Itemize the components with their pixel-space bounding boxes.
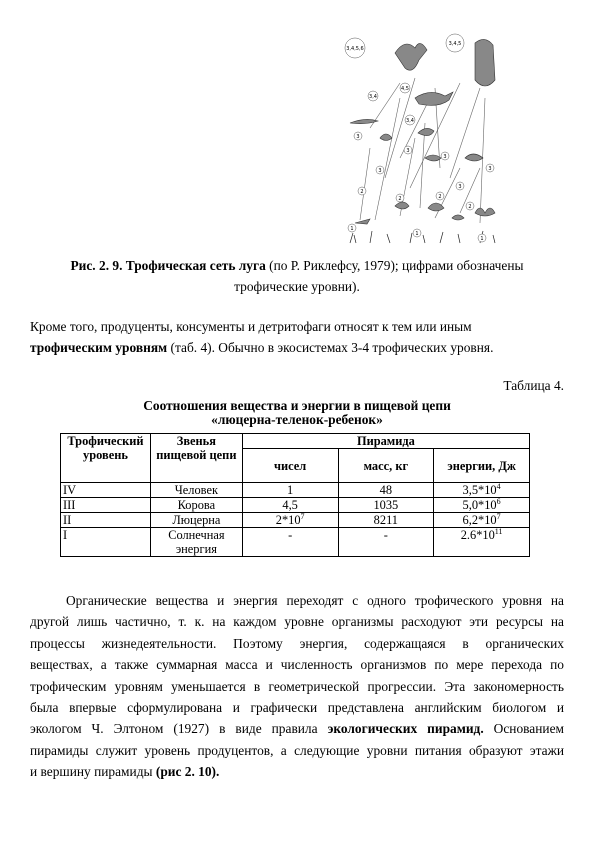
level-bubble <box>446 34 464 52</box>
cell-numbers: - <box>242 528 338 557</box>
level-bubble-label: 3,4,5,6 <box>346 46 364 52</box>
bird-small-icon <box>380 134 392 141</box>
body-line: трофическим уровням уменьшается в геометрической прогрессии. Эта закономерность <box>30 678 564 694</box>
cell-level: II <box>61 513 151 528</box>
caption-title: Рис. 2. 9. Трофическая сеть луга <box>70 258 266 273</box>
intro-bold-term: трофическим уровням <box>30 340 168 355</box>
level-bubble <box>478 234 486 242</box>
level-bubble-label: 4,5 <box>401 86 409 92</box>
level-bubble-label: 2 <box>468 204 472 210</box>
insect-icon <box>452 215 464 220</box>
body-line: пирамиды служит уровень продуцентов, а следующие уровни питания образуют этажи <box>30 742 564 758</box>
level-bubble <box>400 83 410 93</box>
cell-energy <box>434 513 530 528</box>
level-bubble <box>436 192 444 200</box>
level-bubble-label: 2 <box>438 194 442 200</box>
cell-link: Солнечная энергия <box>150 528 242 557</box>
table-row <box>61 528 530 557</box>
hedgehog-icon <box>465 154 483 161</box>
energy-base: 6,2*10 <box>462 513 497 527</box>
energy-base: 5,0*10 <box>462 498 497 512</box>
intro-line2: (таб. 4). Обычно в экосистемах 3-4 трофических уровня. <box>167 340 494 355</box>
body-line: Органические вещества и энергия переходят с одного трофического уровня на <box>66 593 564 608</box>
cell-mass: 1035 <box>338 498 434 513</box>
header-numbers: чисел <box>242 449 338 483</box>
cell-energy <box>434 498 530 513</box>
trophic-table <box>60 433 530 557</box>
body-line: процессы жизнедеятельности. Поэтому энергия, содержащаяся в органических <box>30 635 564 651</box>
level-bubble <box>404 146 412 154</box>
table-label: Таблица 4. <box>503 378 564 393</box>
cell-mass: 48 <box>338 483 434 498</box>
table-row <box>61 513 530 528</box>
intro-line1: Кроме того, продуценты, консументы и детритофаги относят к тем или иным <box>30 319 472 334</box>
table-row <box>61 483 530 498</box>
cell-mass: - <box>338 528 434 557</box>
level-bubble <box>466 202 474 210</box>
cell-level: I <box>61 528 151 557</box>
cell-link: Люцерна <box>150 513 242 528</box>
level-bubble-label: 1 <box>350 226 354 232</box>
level-bubble-label: 3,4 <box>369 94 377 100</box>
cell-level: III <box>61 498 151 513</box>
level-bubble <box>376 166 384 174</box>
level-bubble <box>354 132 362 140</box>
level-bubble-label: 3 <box>488 166 492 172</box>
table-title <box>30 399 564 427</box>
body-bold-term: экологических пирамид. <box>327 721 484 737</box>
body-line: была впервые сформулирована и графически представлена английским биологом и <box>30 700 564 716</box>
table-row <box>61 498 530 513</box>
caption-text-line2: трофические уровни). <box>234 279 360 294</box>
body-line <box>30 718 564 739</box>
level-bubble-label: 3,4 <box>406 118 414 124</box>
level-bubble <box>486 164 494 172</box>
level-bubble-label: 3 <box>458 184 462 190</box>
grasshopper-icon <box>355 219 370 224</box>
cell-mass: 8211 <box>338 513 434 528</box>
intro-paragraph <box>30 316 564 358</box>
numbers-base: 2*10 <box>275 513 301 527</box>
cell-energy <box>434 483 530 498</box>
body-bold-ref: (рис 2. 10). <box>155 764 220 780</box>
level-bubble-label: 2 <box>360 189 364 195</box>
level-bubble-label: 2 <box>398 196 402 202</box>
level-bubble-label: 3 <box>378 168 382 174</box>
cell-link: Человек <box>150 483 242 498</box>
level-bubble <box>368 91 378 101</box>
energy-exp: 6 <box>496 496 501 506</box>
cell-level: IV <box>61 483 151 498</box>
energy-exp: 7 <box>496 511 501 521</box>
body-line: другой лишь частично, т. к. на каждом уровне организмы расходуют эти ресурсы на <box>30 614 564 630</box>
cell-numbers <box>242 513 338 528</box>
body-line: веществах, а также суммарная масса и численность организмов по мере перехода по <box>30 657 564 673</box>
header-energy: энергии, Дж <box>434 449 530 483</box>
level-bubble-label: 3 <box>356 134 360 140</box>
body-text: Основанием <box>483 721 564 737</box>
trophic-web-figure <box>340 28 510 250</box>
level-bubble <box>345 38 365 58</box>
energy-base: 3,5*10 <box>462 483 497 497</box>
weasel-icon <box>418 128 434 135</box>
level-bubble <box>456 182 464 190</box>
level-bubble-label: 1 <box>480 236 484 242</box>
header-mass: масс, кг <box>338 449 434 483</box>
level-bubble-label: 3 <box>406 148 410 154</box>
owl-icon <box>475 39 495 86</box>
level-bubble-label: 3 <box>443 154 447 160</box>
body-text: и вершину пирамиды <box>30 764 156 780</box>
level-bubble <box>405 115 415 125</box>
numbers-exp: 7 <box>300 511 305 521</box>
caption-text: (по Р. Риклефсу, 1979); цифрами обозначены <box>265 258 524 273</box>
header-links: Звенья пищевой цепи <box>150 434 242 483</box>
header-pyramid: Пирамида <box>242 434 529 449</box>
energy-exp: 4 <box>496 481 501 491</box>
level-bubble <box>396 194 404 202</box>
body-paragraph <box>30 590 564 783</box>
level-bubble <box>348 224 356 232</box>
cell-numbers: 4,5 <box>242 498 338 513</box>
table-title-line1: Соотношения вещества и энергии в пищевой цепи <box>143 398 451 413</box>
cell-link: Корова <box>150 498 242 513</box>
frog-icon <box>395 202 409 209</box>
level-bubble <box>441 152 449 160</box>
eagle-icon <box>395 43 427 70</box>
cell-numbers: 1 <box>242 483 338 498</box>
energy-base: 2.6*10 <box>460 528 495 542</box>
cell-energy <box>434 528 530 557</box>
figure-caption <box>30 255 564 297</box>
table-title-line2: «люцерна-теленок-ребенок» <box>211 412 383 427</box>
energy-exp: 11 <box>494 526 503 536</box>
lizard-icon <box>350 119 378 123</box>
header-level: Трофический уровень <box>61 434 151 483</box>
fox-icon <box>415 92 453 105</box>
level-bubble-label: 1 <box>415 231 419 237</box>
body-line <box>30 761 564 782</box>
level-bubble <box>413 229 421 237</box>
butterfly-icon <box>475 208 495 216</box>
rodent-icon <box>425 155 441 161</box>
level-bubble <box>358 187 366 195</box>
body-text: экологом Ч. Элтоном (1927) в виде правила <box>30 721 328 737</box>
level-bubble-label: 3,4,5 <box>448 41 462 47</box>
grass-icon <box>350 231 495 243</box>
